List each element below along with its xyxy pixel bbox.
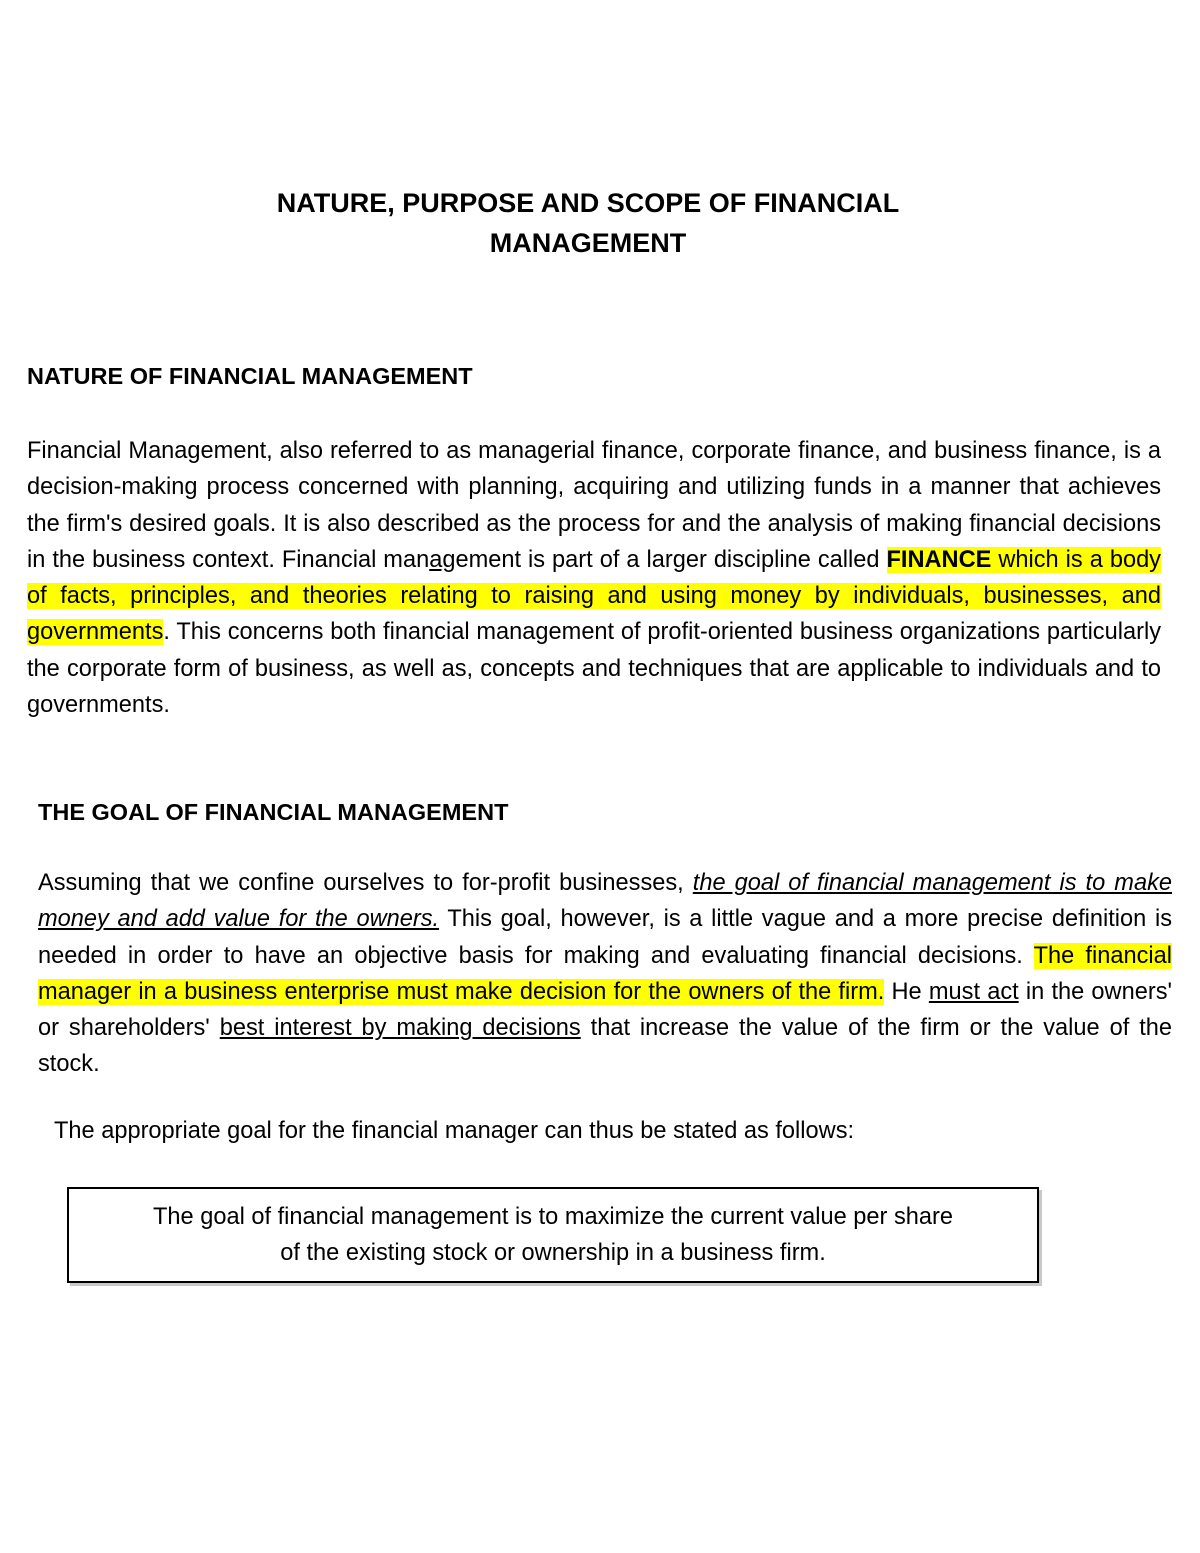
nature-text-underlined-ag: ag: [429, 546, 456, 573]
goal-statement-line-2: of the existing stock or ownership in a business firm.: [280, 1240, 826, 1266]
nature-paragraph: [27, 433, 1161, 723]
financial-manager-highlight: The financial manager in a business enterprise must make decision for the owners of the firm.: [38, 942, 1172, 1005]
goal-text-part-4: in the owners' or shareholders': [38, 978, 1172, 1042]
goal-statement-line-1: The goal of financial management is to maximize the current value per share: [153, 1204, 953, 1230]
nature-text-part-1: Financial Management, also referred to as managerial finance, corporate finance, and business finance, is a decision-making process concerned with planning, acquiring and utilizing funds in a manner that achieves the firm's desired goals. It is also described as the process for and the analysis of making financial decisions in the business context. Financial man: [27, 438, 1161, 573]
document-title-line-1: NATURE, PURPOSE AND SCOPE OF FINANCIAL: [276, 188, 900, 218]
must-act-underlined: must act: [928, 978, 1019, 1005]
finance-definition-highlight: which is a body of facts, principles, and theories relating to raising and using money by individuals, businesses, and governments: [27, 546, 1161, 646]
goal-lead-in: The appropriate goal for the financial manager can thus be stated as follows:: [54, 1118, 855, 1144]
goal-statement-box: [67, 1187, 1039, 1283]
document-title-line-2: MANAGEMENT: [489, 228, 687, 258]
nature-text-part-2: ement is part of a larger discipline called: [455, 546, 887, 573]
goal-text-part-3: He: [884, 978, 929, 1005]
goal-statement-text: [78, 1199, 1028, 1271]
nature-text-part-3: . This concerns both financial management of profit-oriented business organizations particularly the corporate form of business, as well as, concepts and techniques that are applicable to individuals and to governments.: [27, 619, 1161, 719]
goal-text-part-2: This goal, however, is a little vague and a more precise definition is needed in order to have an objective basis for making and evaluating financial decisions.: [38, 906, 1172, 969]
goal-text-part-5: that increase the value of the firm or the value of the stock.: [38, 1015, 1172, 1078]
section-heading-nature: NATURE OF FINANCIAL MANAGEMENT: [27, 363, 473, 389]
section-heading-goal: THE GOAL OF FINANCIAL MANAGEMENT: [38, 799, 509, 825]
goal-italic-statement: the goal of financial management is to make money and add value for the owners.: [38, 870, 1172, 933]
finance-keyword: FINANCE: [886, 546, 992, 573]
goal-text-part-1: Assuming that we confine ourselves to for-profit businesses,: [38, 870, 693, 896]
goal-paragraph: [38, 865, 1172, 1083]
best-interest-underlined: best interest by making decisions: [219, 1015, 581, 1042]
